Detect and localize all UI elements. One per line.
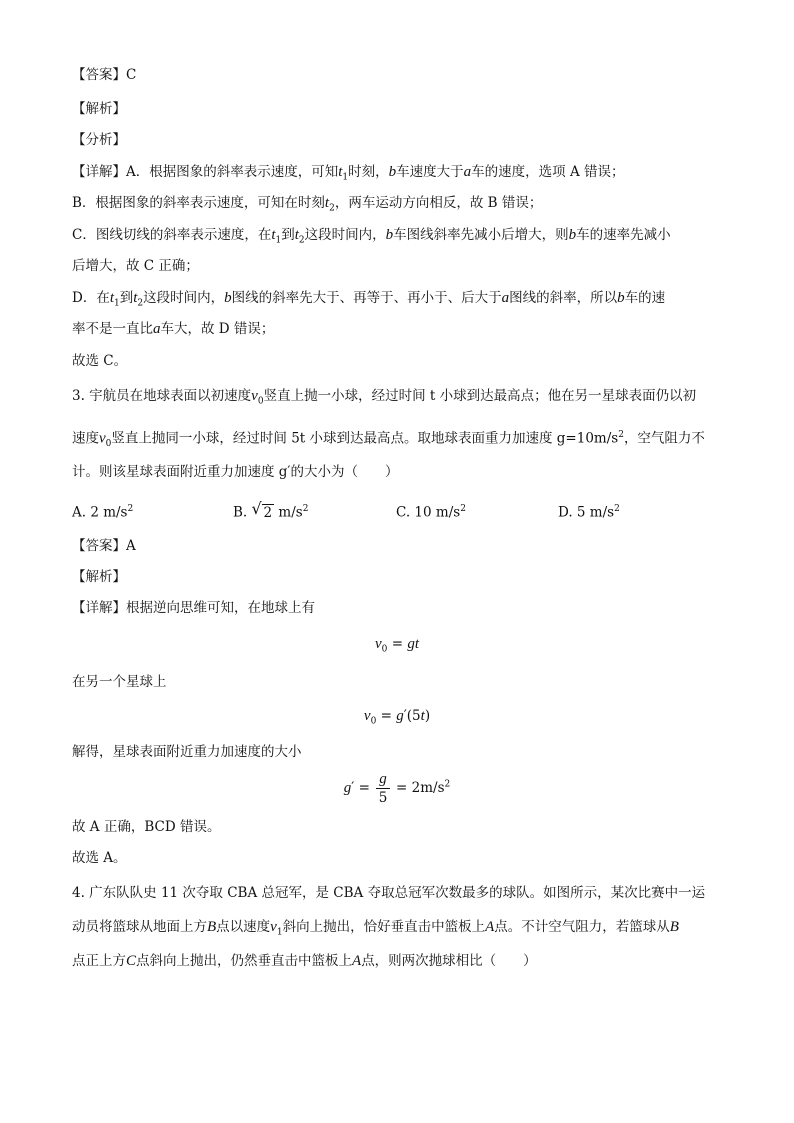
q3-choose: 故选 A。: [72, 850, 127, 866]
detail-d-line: D．在$t_1$到$t_2$这段时间内，b图线的斜率先大于、再等于、再小于、后大于a图线的斜率，所以b车的速: [72, 290, 666, 309]
q3-stem-line-3: 计。则该星球表面附近重力加速度 g′的大小为（ ）: [72, 464, 399, 480]
q4-stem-line-3: 点正上方C点斜向上抛出，仍然垂直击中篮板上A点，则两次抛球相比（ ）: [72, 953, 537, 969]
q4-stem-line-2: 动员将篮球从地面上方B点以速度$v_1$斜向上抛出，恰好垂直击中篮板上A点。不计空气阻力，若篮球从B: [72, 919, 679, 938]
q3-detail: 【详解】根据逆向思维可知，在地球上有: [72, 600, 315, 616]
detail-d-line-2: 率不是一直比a车大，故 D 错误；: [72, 321, 275, 337]
fenxi-label: 【分析】: [72, 132, 126, 148]
q3-option-c: C. 10 $m/s^2$: [396, 504, 466, 521]
q3-other-planet: 在另一个星球上: [72, 674, 167, 690]
detail-b-line: B．根据图象的斜率表示速度，可知在时刻$t_2$，两车运动方向相反，故 B 错误；: [72, 195, 543, 214]
q3-stem-line-1: 3. 宇航员在地球表面以初速度$v_0$竖直上抛一小球，经过时间 t 小球到达最高点；他在另一星球表面仍以初: [72, 388, 697, 407]
q4-stem-line-1: 4. 广东队队史 11 次夺取 CBA 总冠军，是 CBA 夺取总冠军次数最多的球队。如图所示，某次比赛中一运: [72, 885, 706, 901]
q3-option-b: B. √ 2 $m/s^2$: [233, 498, 309, 521]
q3-option-d: D. 5 $m/s^2$: [558, 504, 620, 521]
q3-answer: 【答案】A: [72, 538, 136, 554]
q3-stem-line-2: 速度$v_0$竖直上抛同一小球，经过时间 5t 小球到达最高点。取地球表面重力加速度 $g=10m/s^2$，空气阻力不: [72, 430, 705, 450]
q3-analysis: 【解析】: [72, 569, 126, 585]
equation-result: g′ = $\frac{g}{5}$ = $2m/s^2$: [343, 771, 451, 806]
fraction: $\frac{g}{5}$: [376, 770, 390, 807]
q3-conclusion: 故 A 正确，BCD 错误。: [72, 819, 221, 835]
equation-earth: $v_0$ = gt: [375, 636, 419, 655]
q3-option-a: A. 2 $m/s^2$: [72, 504, 134, 521]
analysis-label-prev: 【解析】: [72, 101, 126, 117]
detail-a-line: 【详解】A．根据图象的斜率表示速度，可知$t_1$时刻，b车速度大于a车的速度，选项 A 错误；: [72, 164, 625, 183]
q3-solve: 解得，星球表面附近重力加速度的大小: [72, 744, 302, 760]
detail-c-line: C．图线切线的斜率表示速度，在$t_1$到$t_2$这段时间内，b车图线斜率先减小后增大，则b车的速率先减小: [72, 227, 671, 246]
answer-label-prev: 【答案】C: [72, 67, 137, 83]
sqrt-symbol: √ 2: [251, 498, 273, 521]
equation-planet: $v_0 = g'(5t)$: [363, 708, 431, 727]
choose-prev: 故选 C。: [72, 353, 128, 369]
detail-c-line-2: 后增大，故 C 正确；: [72, 258, 199, 274]
